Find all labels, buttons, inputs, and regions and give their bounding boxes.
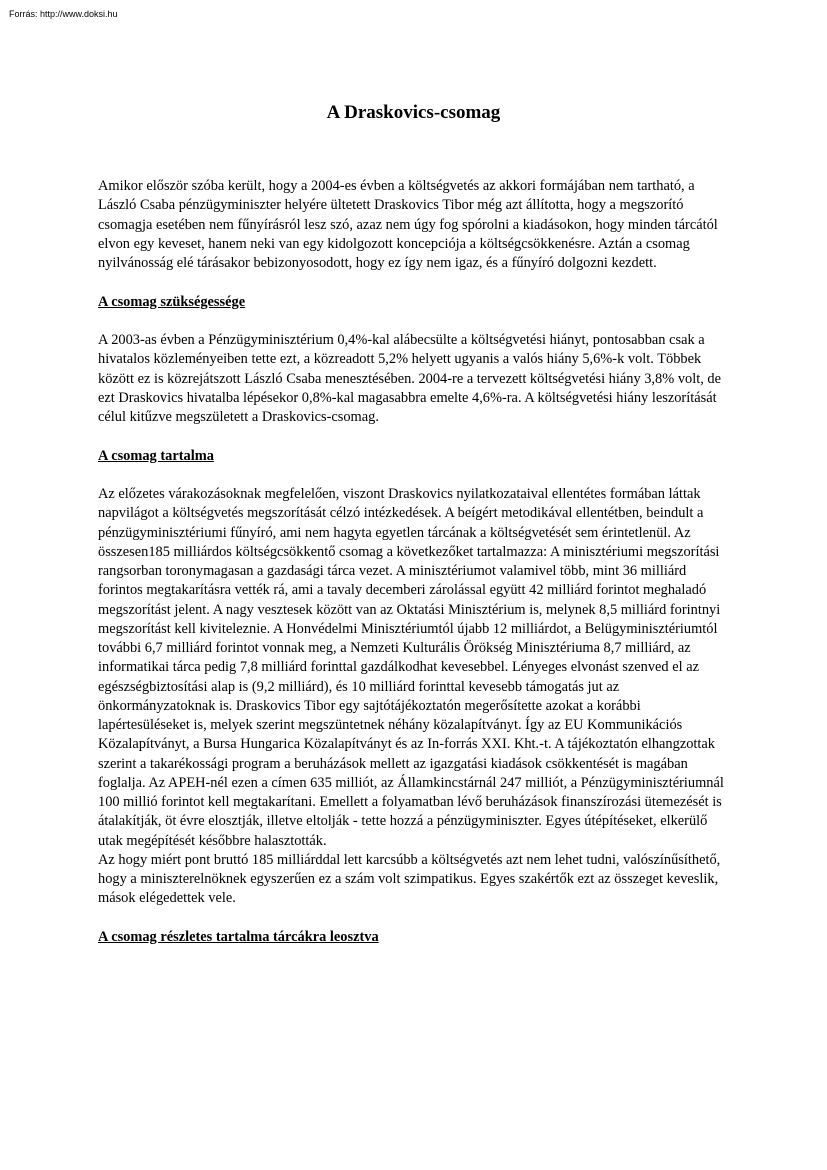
source-line: Forrás: http://www.doksi.hu: [9, 9, 118, 19]
document-title: A Draskovics-csomag: [326, 102, 501, 123]
section-heading-content: A csomag tartalma: [98, 447, 214, 464]
intro-paragraph: Amikor először szóba került, hogy a 2004-es évben a költségvetés az akkori formájában nem tartható, a László Csaba pénzügyminiszter helyére ültetett Draskovics Tibor még azt állította, hogy a megszorító csomagja esetében nem fűnyírásról lesz szó, azaz nem úgy fog spórolni a kiadásokon, hogy minden tárcától elvon egy keveset, hanem neki van egy kidolgozott koncepciója a költségcsökkenésre. Aztán a csomag nyilvánosság elé tárásakor bebizonyosodott, hogy ez így nem igaz, és a fűnyíró dolgozni kezdett.: [98, 178, 718, 271]
document-body: [98, 177, 731, 947]
section-heading-necessity: A csomag szükségessége: [98, 293, 246, 310]
section-paragraph: Az előzetes várakozásoknak megfelelően, viszont Draskovics nyilatkozataival ellentétes formában láttak napvilágot a költségvetés megszorítását célzó intézkedések. A beígért metodikával ellentétben, beindult a pénzügyminisztériumi fűnyíró, ami nem hagyta egyetlen tárcának a költségvetését sem érintetlenül. Az összesen185 milliárdos költségcsökkentő csomag a következőket tartalmazza: A minisztériumi megszorítási rangsorban toronymagasan a gazdasági tárca vezet. A minisztériumot valamivel több, mint 36 milliárd forintos megtakarításra vették rá, ami a tavaly decemberi zárolással együtt 42 milliárd forintot meghaladó megszorítást jelent. A nagy vesztesek között van az Oktatási Minisztérium is, melynek 8,5 milliárd forintnyi megszorítást kell kiviteleznie. A Honvédelmi Minisztériumtól újabb 12 milliárdot, a Belügyminisztériumtól további 6,7 milliárd forintot vonnak meg, a Nemzeti Kulturális Örökség Minisztériuma 8,7 milliárd, az informatikai tárca pedig 7,8 milliárd forinttal gazdálkodhat kevesebbel. Lényeges elvonást szenved el az egészségbiztosítási alap is (9,2 milliárd), és 10 milliárd forinttal kevesebb támogatás jut az önkormányzatoknak is. Draskovics Tibor egy sajtótájékoztatón megerősítette azokat a korábbi lapértesüléseket is, melyek szerint megszüntetnek néhány közalapítványt. Így az EU Kommunikációs Közalapítványt, a Bursa Hungarica Közalapítványt és az In-forrás XXI. Kht.-t. A tájékoztatón elhangzottak szerint a takarékossági program a beruházások mellett az igazgatási kiadások csökkentését is magában foglalja. Az APEH-nél ezen a címen 635 milliót, az Államkincstárnál 247 milliót, a Pénzügyminisztériumnál 100 millió forintot kell megtakarítani. Emellett a folyamatban lévő beruházások finanszírozási ütemezését is átalakítják, öt évre elosztják, illetve eltolják - tette hozzá a pénzügyminiszter. Egyes útépítéseket, elkerülő utak megépítését későbbre halasztották.: [98, 486, 724, 849]
section-paragraph: Az hogy miért pont bruttó 185 milliárddal lett karcsúbb a költségvetés azt nem lehet tudni, valószínűsíthető, hogy a miniszterelnöknek egyszerűen ez a szám volt szimpatikus. Egyes szakértők ezt az összeget keveslik, mások elégedettek vele.: [98, 851, 721, 907]
section-paragraph: A 2003-as évben a Pénzügyminisztérium 0,4%-kal alábecsülte a költségvetési hiányt, pontosabban csak a hivatalos közleményeiben tette ezt, a közreadott 5,2% helyett ugyanis a valós hiány 5,6%-k volt. Többek között ez is közrejátszott László Csaba menesztésében. 2004-re a tervezett költségvetési hiány 3,8% volt, de ezt Draskovics hivatalba lépésekor 0,8%-kal magasabbra emelte 4,6%-ra. A költségvetési hiány leszorítását célul kitűzve megszületett a Draskovics-csomag.: [98, 332, 721, 425]
section-heading-details: A csomag részletes tartalma tárcákra leosztva: [98, 928, 379, 945]
